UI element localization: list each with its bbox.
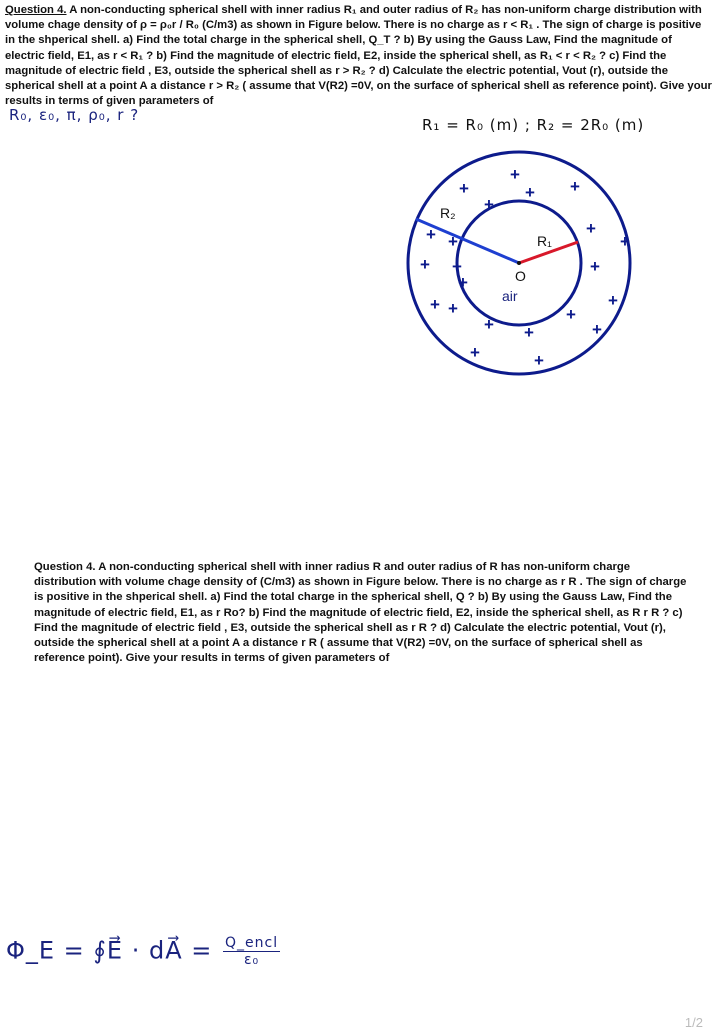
charge-plus-sign: + xyxy=(590,257,600,276)
charge-plus-sign: + xyxy=(592,320,602,339)
charge-plus-sign: + xyxy=(586,219,596,238)
charge-plus-sign: + xyxy=(420,255,430,274)
charge-plus-sign: + xyxy=(458,273,468,292)
formula-denominator: ε₀ xyxy=(243,952,260,968)
charge-plus-sign: + xyxy=(608,291,618,310)
question-text xyxy=(5,3,714,109)
charge-plus-sign: + xyxy=(448,232,458,251)
charge-plus-sign: + xyxy=(534,351,544,370)
center-point xyxy=(517,261,521,265)
question-label: Question 4. xyxy=(5,4,67,16)
charge-plus-sign: + xyxy=(570,177,580,196)
handwritten-radii: R₁ = R₀ (m) ; R₂ = 2R₀ (m) xyxy=(422,116,645,134)
question-body: A non-conducting spherical shell with inner radius R₁ and outer radius of R₂ has non-uniform charge distribution with volume chage density of ρ = ρ₀r / R₀ (C/m3) as shown in Figure below. There is no charge as r < R₁ . The sign of charge is positive in the shperical shell. a) Find the total charge in the spherical shell, Q_T ? b) By using the Gauss Law, Find the magnitude of electric field, E1, as r < R₁ ? b) Find the magnitude of electric field, E2, inside the spherical shell, as R₁ < r < R₂ ? c) Find the magnitude of electric field , E3, outside the spherical shell as r > R₂ ? d) Calculate the electric potential, Vout (r), outside the spherical shell at a point A a distance r > R₂ ( assume that V(R2) =0V, on the surface of spherical shell as reference point). Give your results in terms of given parameters of xyxy=(5,4,712,108)
charge-plus-sign: + xyxy=(459,179,469,198)
charge-plus-sign: + xyxy=(525,183,535,202)
charge-plus-sign: + xyxy=(510,165,520,184)
charge-plus-sign: + xyxy=(426,225,436,244)
r2-label: R₂ xyxy=(440,205,456,221)
center-label: O xyxy=(515,268,526,284)
formula-numerator: Q_encl xyxy=(225,935,279,951)
question-text-duplicate: Question 4. A non-conducting spherical shell with inner radius R and outer radius of R has non-uniform charge distribution with volume chage density of (C/m3) as shown in Figure below. There is no charge as r R . The sign of charge is positive in the shperical shell. a) Find the total charge in the spherical shell, Q ? b) By using the Gauss Law, Find the magnitude of electric field, E1, as r Ro? b) Find the magnitude of electric field, E2, inside the spherical shell, as R r R ? c) Find the magnitude of electric field , E3, outside the spherical shell as r R ? d) Calculate the electric potential, Vout (r), outside the spherical shell at a point A a distance r R ( assume that V(R2) =0V, on the surface of spherical shell as reference point). Give your results in terms of given parameters of xyxy=(34,561,687,665)
handwritten-parameters: R₀, ε₀, π, ρ₀, r ? xyxy=(9,106,140,124)
r1-label: R₁ xyxy=(537,233,552,249)
charge-plus-sign: + xyxy=(430,295,440,314)
gauss-law-formula xyxy=(6,935,280,968)
charge-plus-sign: + xyxy=(470,343,480,362)
charge-plus-sign: + xyxy=(620,232,630,251)
air-label: air xyxy=(502,288,518,304)
charge-plus-sign: + xyxy=(566,305,576,324)
charge-plus-sign: + xyxy=(524,323,534,342)
charge-plus-sign: + xyxy=(484,195,494,214)
charge-plus-sign: + xyxy=(452,257,462,276)
formula-fraction xyxy=(223,935,280,968)
charge-plus-sign: + xyxy=(484,315,494,334)
formula-lhs: Φ_E = ∮E⃗ · dA⃗ = xyxy=(6,936,213,965)
page-number: 1/2 xyxy=(684,1015,703,1030)
charge-plus-sign: + xyxy=(448,299,458,318)
spherical-shell-diagram xyxy=(406,150,636,380)
